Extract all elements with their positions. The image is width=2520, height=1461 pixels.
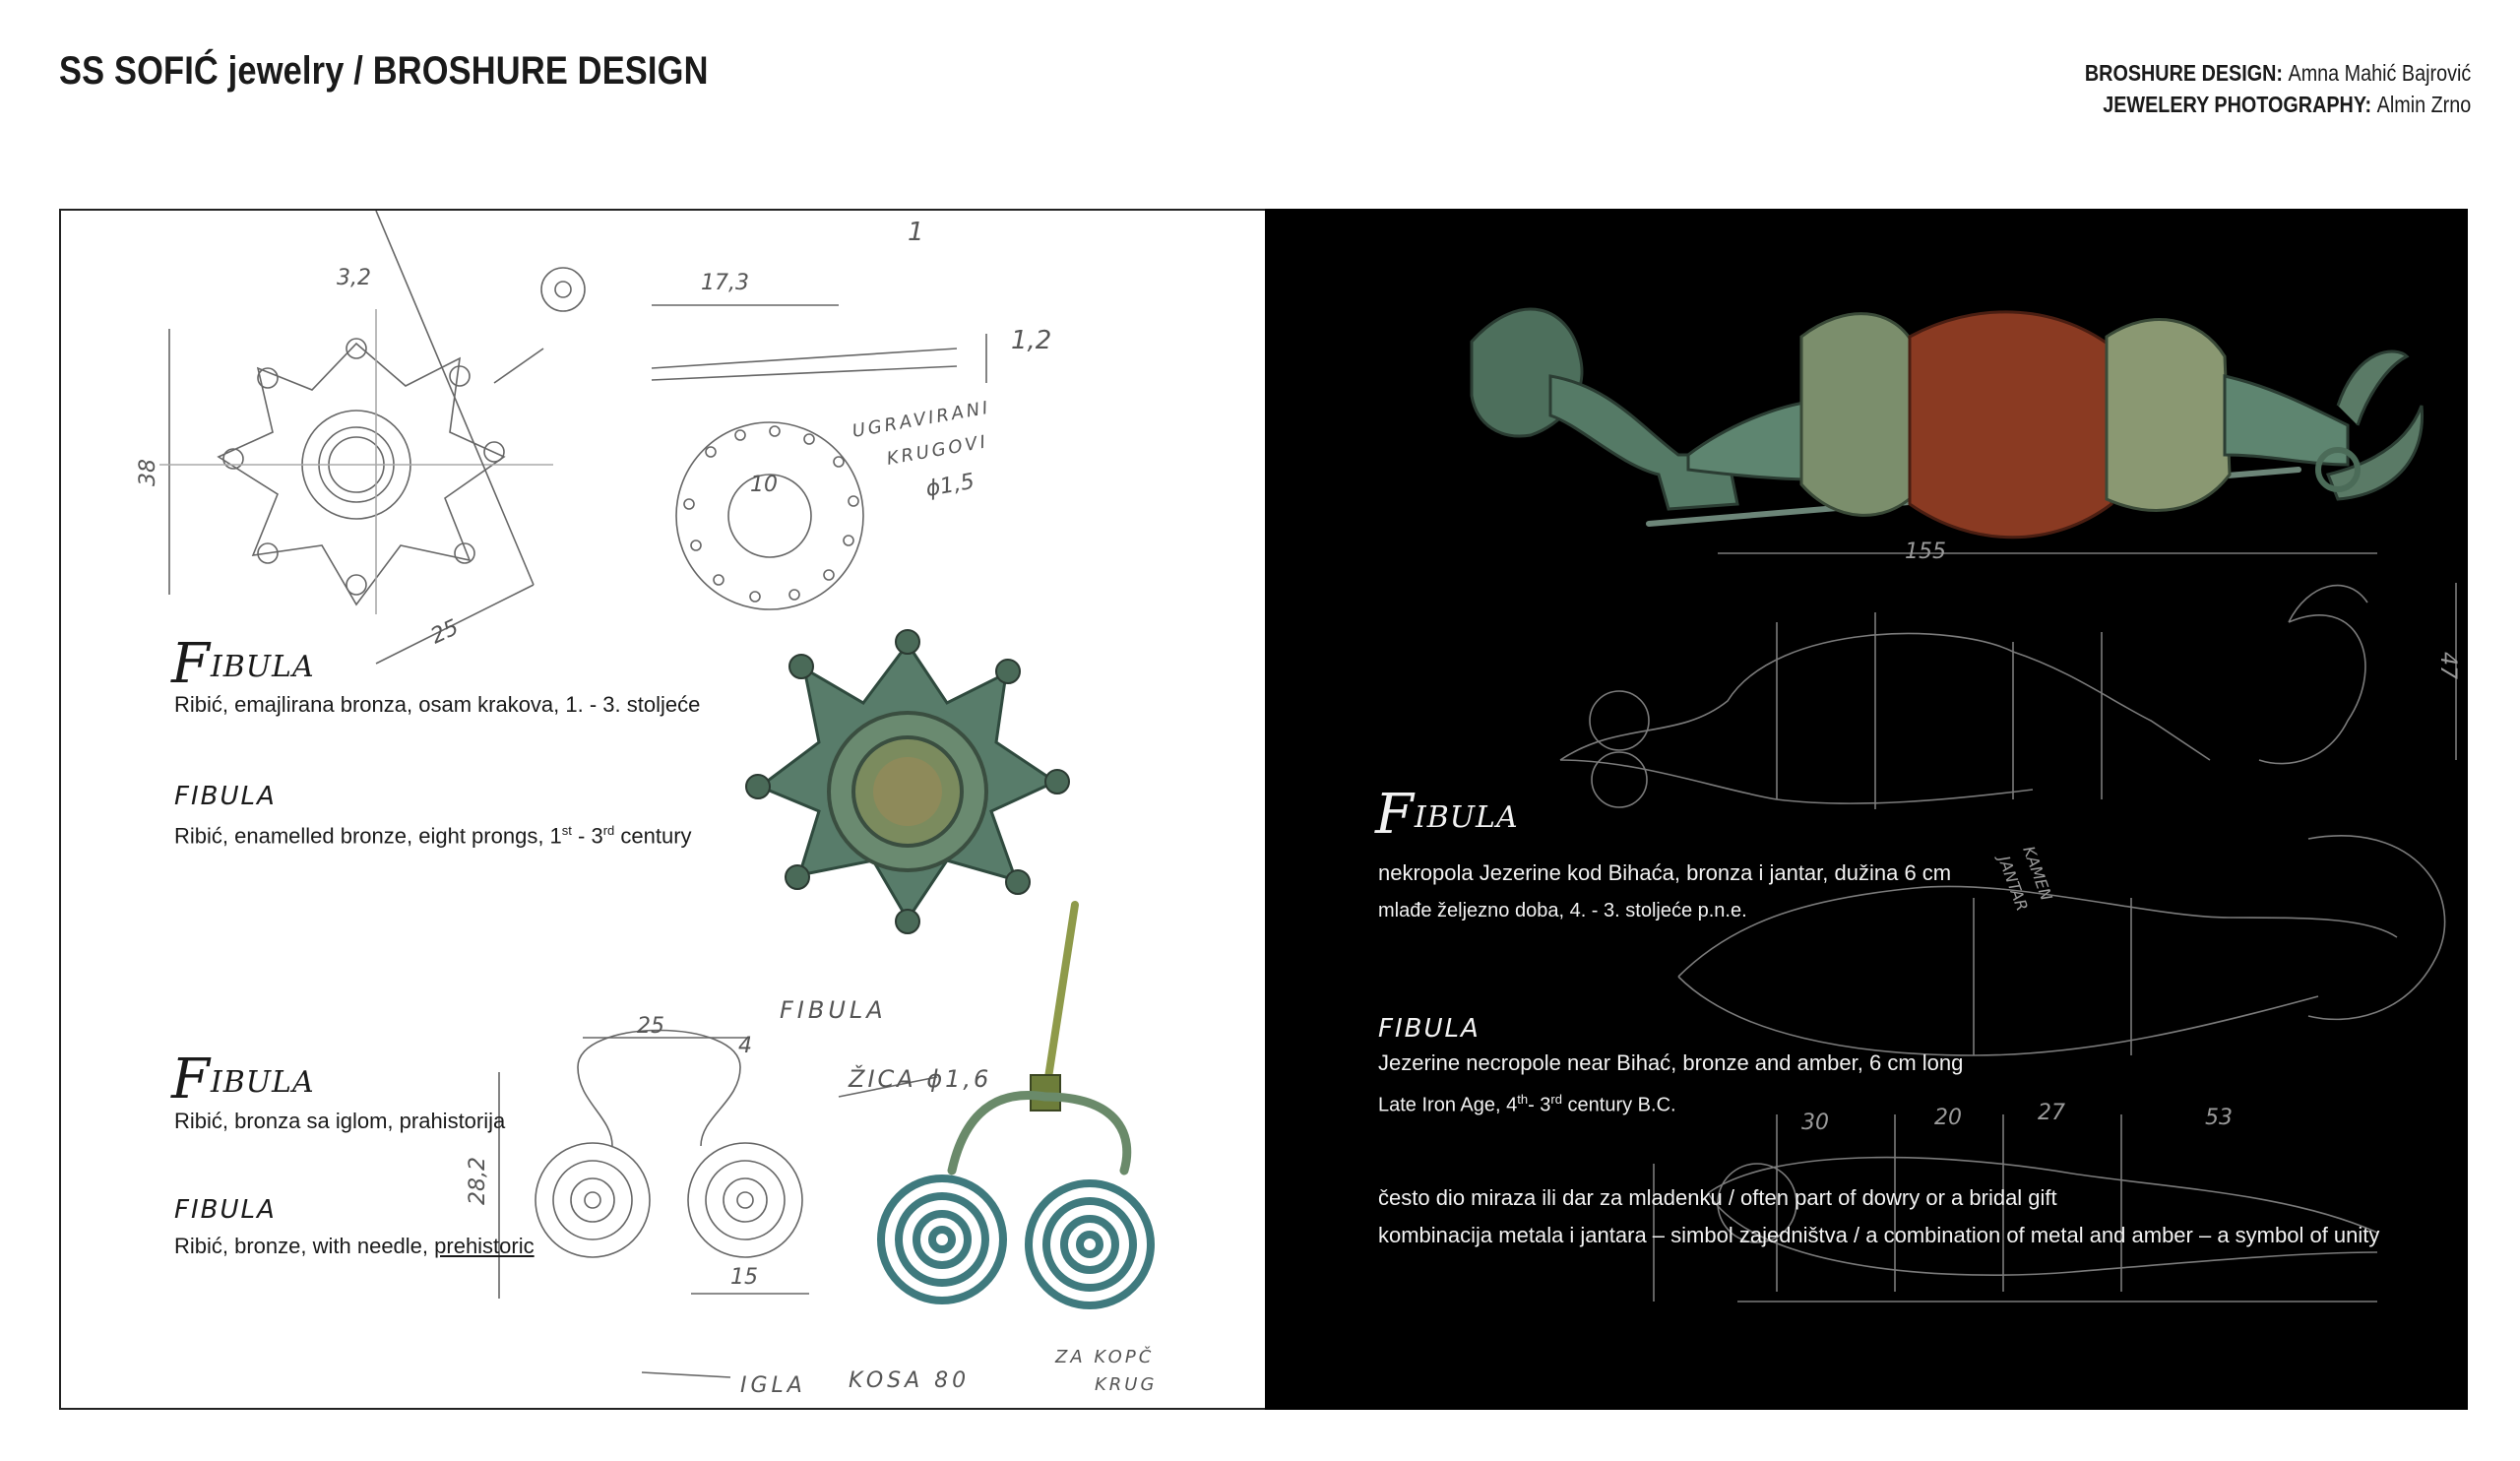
item1-desc-en-sup1: st	[561, 823, 572, 838]
item3-desc-local-1: nekropola Jezerine kod Bihaća, bronza i jantar, dužina 6 cm	[1378, 860, 1952, 885]
note-dim-53: 53	[2205, 1106, 2233, 1130]
credit-design-label: BROSHURE DESIGN:	[2084, 60, 2283, 86]
page-title: SS SOFIĆ jewelry / BROSHURE DESIGN	[59, 49, 709, 93]
item3-desc-en-1: Jezerine necropole near Bihać, bronze and amber, 6 cm long	[1378, 1050, 1964, 1075]
star-fibula-sketch	[159, 211, 585, 664]
item3-desc-local-2: mlađe željezno doba, 4. - 3. stoljeće p.n.e.	[1378, 900, 1747, 921]
item1-desc-en-mid: - 3	[571, 823, 603, 849]
item2-title-en: FIBULA	[174, 1195, 277, 1225]
item1-title	[171, 632, 315, 696]
credit-photo-label: JEWELERY PHOTOGRAPHY:	[2102, 92, 2371, 117]
ring-sketch	[676, 422, 863, 609]
right-panel	[1265, 209, 2468, 1410]
note-dim-38: 38	[136, 459, 160, 486]
note-dim-27: 27	[2038, 1101, 2065, 1125]
note-dim-4: 4	[738, 1034, 752, 1058]
note-jantar: JANTAR	[1994, 853, 2032, 914]
item3-desc-en-2-post: century B.C.	[1561, 1094, 1676, 1116]
item1-desc-en	[174, 816, 692, 851]
note-kamen: KAMEN	[2019, 843, 2056, 904]
item3-note-2: kombinacija metala i jantara – simbol zajedništva / a combination of metal and amber – a symbol of unity	[1378, 1223, 2380, 1247]
credit-design-value: Amna Mahić Bajrović	[2288, 60, 2471, 86]
item1-title-cap: F	[171, 632, 211, 696]
note-dim-12: 1,2	[1011, 326, 1052, 355]
note-dim-20: 20	[1934, 1106, 1962, 1130]
item1-desc-en-post: century	[614, 823, 692, 849]
note-zica: ŽICA ϕ1,6	[849, 1065, 992, 1093]
note-krugovi: KRUGOVI	[885, 431, 990, 470]
item1-desc-en-pre: Ribić, enamelled bronze, eight prongs, 1	[174, 823, 562, 849]
note-dim-155: 155	[1905, 540, 1946, 564]
note-dim-282: 28,2	[466, 1157, 490, 1205]
note-circled-1: 1	[908, 218, 924, 247]
item1-title-en: FIBULA	[174, 782, 277, 811]
note-dim-173: 17,3	[701, 271, 749, 295]
note-za-kope: ZA KOPČ	[1055, 1347, 1155, 1367]
note-fibula: FIBULA	[780, 996, 887, 1024]
note-dim-10: 10	[750, 473, 778, 497]
credit-design	[2085, 57, 2471, 89]
item3-title	[1375, 783, 1519, 847]
eight-prong-fibula-photo	[746, 630, 1069, 933]
fibula-outline-sketch-1	[1560, 553, 2456, 809]
note-dim-15: 15	[730, 1265, 758, 1290]
item3-desc-en-2-pre: Late Iron Age, 4	[1378, 1094, 1518, 1116]
item2-title-cap: F	[171, 1048, 211, 1112]
pin-sketch	[652, 305, 986, 383]
note-dim-25: 25	[426, 614, 463, 650]
note-dim-30: 30	[1801, 1111, 1829, 1135]
note-dim-25b: 25	[637, 1014, 664, 1039]
note-dim-32: 3,2	[337, 266, 371, 290]
item3-title-en: FIBULA	[1378, 1014, 1480, 1044]
item1-title-rest: IBULA	[210, 650, 315, 684]
note-dim-47: 47	[2435, 652, 2460, 679]
spiral-fibula-photo	[881, 905, 1151, 1305]
credits	[2085, 57, 2471, 120]
note-phi15: ϕ1,5	[923, 469, 976, 502]
credit-photo	[2085, 89, 2471, 120]
item1-desc-local: Ribić, emajlirana bronza, osam krakova, 1. - 3. stoljeće	[174, 692, 701, 717]
item3-note-1: često dio miraza ili dar za mladenku / often part of dowry or a bridal gift	[1378, 1185, 2057, 1210]
item2-desc-en-underline: prehistoric	[434, 1234, 535, 1258]
item2-desc-en-pre: Ribić, bronze, with needle,	[174, 1234, 435, 1258]
note-ugravirani: UGRAVIRANI	[850, 397, 992, 442]
item2-title	[171, 1048, 315, 1112]
item2-desc-local: Ribić, bronza sa iglom, prahistorija	[174, 1109, 506, 1133]
item2-title-rest: IBULA	[210, 1065, 315, 1100]
item3-desc-en-2	[1378, 1085, 1676, 1120]
note-igla: IGLA	[740, 1373, 806, 1398]
left-panel	[59, 209, 1265, 1410]
item2-desc-en	[174, 1232, 535, 1261]
item3-desc-en-2-sup2: rd	[1550, 1092, 1562, 1107]
item3-title-rest: IBULA	[1414, 800, 1519, 835]
note-kruc: KRUG	[1095, 1374, 1158, 1395]
item3-desc-en-2-sup1: th	[1517, 1092, 1529, 1107]
amber-fibula-photo	[1472, 309, 2423, 538]
note-kosa: KOSA 80	[849, 1368, 971, 1393]
item1-desc-en-sup2: rd	[602, 823, 615, 838]
credit-photo-value: Almin Zrno	[2376, 92, 2471, 117]
item3-desc-en-2-mid: - 3	[1528, 1094, 1551, 1116]
item3-title-cap: F	[1375, 783, 1415, 847]
